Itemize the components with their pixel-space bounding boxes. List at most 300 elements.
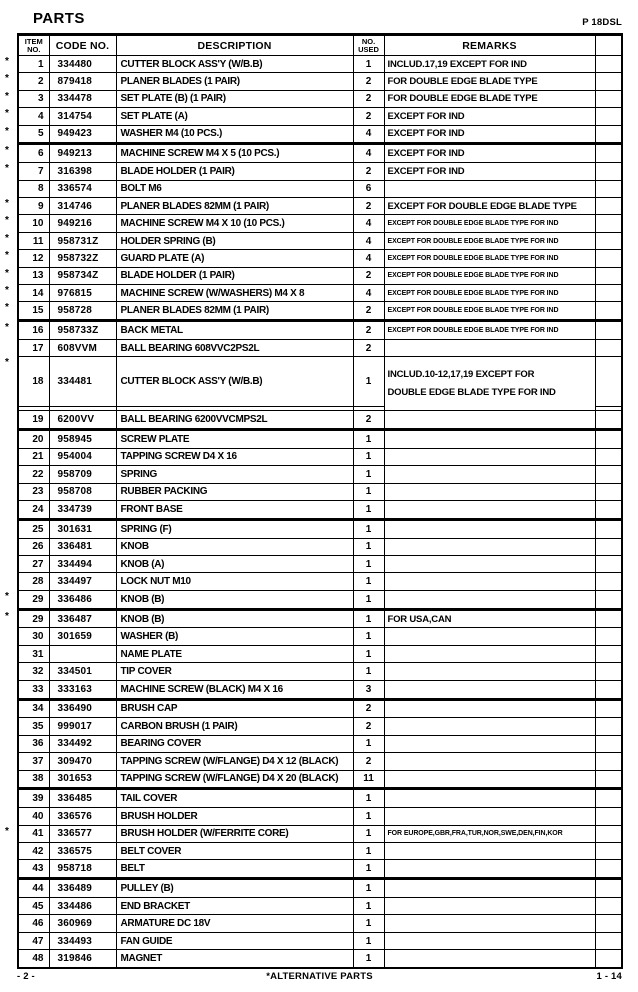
blank-cell: [595, 232, 622, 249]
description-cell: MACHINE SCREW M4 X 5 (10 PCS.): [116, 144, 353, 163]
item-no-cell: 47: [18, 932, 49, 949]
description-cell: FRONT BASE: [116, 500, 353, 519]
code-no-cell: 336574: [49, 180, 116, 197]
no-used-cell: 2: [353, 718, 384, 735]
alternative-part-marker: *: [5, 163, 9, 175]
table-row: [18, 590, 622, 609]
code-no-cell: 336577: [49, 825, 116, 842]
page-title: PARTS: [33, 10, 85, 27]
item-no-cell: 46: [18, 915, 49, 932]
description-cell: CUTTER BLOCK ASS'Y (W/B.B): [116, 56, 353, 73]
item-no-cell: 11 *: [18, 232, 49, 249]
no-used-cell: 2: [353, 302, 384, 321]
no-used-cell: 2: [353, 753, 384, 770]
table-row: [18, 898, 622, 915]
table-header-row: [18, 35, 622, 56]
remarks-cell: [384, 466, 595, 483]
remarks-cell: EXCEPT FOR IND: [384, 108, 595, 125]
description-cell: MACHINE SCREW (W/WASHERS) M4 X 8: [116, 284, 353, 301]
table-row: [18, 144, 622, 163]
item-no-cell: 24: [18, 500, 49, 519]
item-no-cell: 28: [18, 573, 49, 590]
table-row: [18, 250, 622, 267]
code-no-cell: 360969: [49, 915, 116, 932]
no-used-cell: 4: [353, 232, 384, 249]
item-no-cell: 13 *: [18, 267, 49, 284]
remarks-cell: EXCEPT FOR DOUBLE EDGE BLADE TYPE FOR IND: [384, 284, 595, 301]
table-row: [18, 357, 622, 406]
code-no-cell: 954004: [49, 448, 116, 465]
no-used-cell: 2: [353, 267, 384, 284]
no-used-cell: 1: [353, 842, 384, 859]
description-cell: ARMATURE DC 18V: [116, 915, 353, 932]
no-used-cell: 1: [353, 357, 384, 406]
no-used-cell: 1: [353, 429, 384, 448]
blank-cell: [595, 125, 622, 144]
code-no-cell: 949213: [49, 144, 116, 163]
no-used-cell: 1: [353, 808, 384, 825]
code-no-cell: 336485: [49, 789, 116, 808]
description-cell: SPRING: [116, 466, 353, 483]
no-used-cell: 4: [353, 250, 384, 267]
code-no-cell: 334486: [49, 898, 116, 915]
description-cell: LOCK NUT M10: [116, 573, 353, 590]
remarks-line: INCLUD.10-12,17,19 EXCEPT FOR: [387, 368, 535, 380]
remarks-cell: FOR DOUBLE EDGE BLADE TYPE: [384, 90, 595, 107]
no-used-cell: 1: [353, 56, 384, 73]
code-no-cell: 958733Z: [49, 321, 116, 340]
description-cell: GUARD PLATE (A): [116, 250, 353, 267]
code-no-cell: 336489: [49, 879, 116, 898]
table-row: [18, 718, 622, 735]
blank-cell: [595, 718, 622, 735]
no-used-cell: 1: [353, 825, 384, 842]
no-used-cell: 2: [353, 73, 384, 90]
description-cell: BELT: [116, 860, 353, 879]
code-no-cell: 336486: [49, 590, 116, 609]
code-no-cell: 309470: [49, 753, 116, 770]
blank-cell: [595, 429, 622, 448]
description-cell: KNOB (B): [116, 609, 353, 628]
no-used-cell: 2: [353, 340, 384, 357]
blank-cell: [595, 538, 622, 555]
blank-cell: [595, 645, 622, 662]
col-header-used-line1: NO.: [361, 37, 376, 46]
item-no-cell: 12 *: [18, 250, 49, 267]
no-used-cell: 11: [353, 770, 384, 789]
remarks-cell: [384, 340, 595, 357]
code-no-cell: 301631: [49, 519, 116, 538]
remarks-cell: [384, 411, 595, 430]
alternative-part-marker: *: [5, 610, 9, 622]
description-cell: PLANER BLADES 82MM (1 PAIR): [116, 198, 353, 215]
description-cell: RUBBER PACKING: [116, 483, 353, 500]
blank-cell: [595, 340, 622, 357]
item-no-cell: 1 *: [18, 56, 49, 73]
table-row: [18, 556, 622, 573]
blank-cell: [595, 483, 622, 500]
blank-cell: [595, 250, 622, 267]
table-row: [18, 628, 622, 645]
col-header-remarks: REMARKS: [384, 35, 595, 56]
no-used-cell: 1: [353, 500, 384, 519]
remarks-cell: [384, 680, 595, 699]
table-row: [18, 284, 622, 301]
table-row: [18, 699, 622, 718]
code-no-cell: 958718: [49, 860, 116, 879]
description-cell: PULLEY (B): [116, 879, 353, 898]
alternative-part-marker: *: [5, 198, 9, 210]
description-cell: BALL BEARING 608VVC2PS2L: [116, 340, 353, 357]
code-no-cell: 334481: [49, 357, 116, 406]
item-no-cell: 26: [18, 538, 49, 555]
remarks-cell: EXCEPT FOR IND: [384, 144, 595, 163]
description-cell: NAME PLATE: [116, 645, 353, 662]
no-used-cell: 1: [353, 466, 384, 483]
blank-cell: [595, 466, 622, 483]
remarks-cell: [384, 429, 595, 448]
remarks-cell: [384, 915, 595, 932]
description-cell: PLANER BLADES 82MM (1 PAIR): [116, 302, 353, 321]
no-used-cell: 2: [353, 90, 384, 107]
remarks-cell: [384, 645, 595, 662]
alternative-part-marker: *: [5, 250, 9, 262]
col-header-description: DESCRIPTION: [116, 35, 353, 56]
description-cell: KNOB (A): [116, 556, 353, 573]
item-no-cell: 40: [18, 808, 49, 825]
remarks-cell: [384, 789, 595, 808]
table-row: [18, 915, 622, 932]
item-no-cell: 29 *: [18, 590, 49, 609]
alternative-part-marker: *: [5, 357, 9, 369]
no-used-cell: 1: [353, 448, 384, 465]
item-no-cell: 37: [18, 753, 49, 770]
remarks-cell: EXCEPT FOR IND: [384, 125, 595, 144]
remarks-cell: EXCEPT FOR DOUBLE EDGE BLADE TYPE FOR IND: [384, 302, 595, 321]
no-used-cell: 4: [353, 284, 384, 301]
col-header-item-no: [18, 35, 49, 56]
remarks-cell: [384, 483, 595, 500]
table-row: [18, 645, 622, 662]
description-cell: KNOB: [116, 538, 353, 555]
item-no-cell: 20: [18, 429, 49, 448]
table-row: [18, 500, 622, 519]
item-no-cell: 19: [18, 411, 49, 430]
remarks-cell: [384, 663, 595, 680]
item-no-cell: 18 *: [18, 357, 49, 406]
code-no-cell: 334492: [49, 735, 116, 752]
remarks-cell: [384, 879, 595, 898]
blank-cell: [595, 267, 622, 284]
description-cell: PLANER BLADES (1 PAIR): [116, 73, 353, 90]
description-cell: TAPPING SCREW D4 X 16: [116, 448, 353, 465]
blank-cell: [595, 302, 622, 321]
description-cell: SET PLATE (B) (1 PAIR): [116, 90, 353, 107]
alternative-part-marker: *: [5, 590, 9, 602]
blank-cell: [595, 500, 622, 519]
remarks-cell: FOR EUROPE,GBR,FRA,TUR,NOR,SWE,DEN,FIN,KOR: [384, 825, 595, 842]
blank-cell: [595, 357, 622, 406]
table-row: [18, 808, 622, 825]
page-footer: [17, 971, 622, 982]
item-no-cell: 32: [18, 663, 49, 680]
blank-cell: [595, 590, 622, 609]
blank-cell: [595, 108, 622, 125]
no-used-cell: 1: [353, 932, 384, 949]
remarks-cell: [384, 590, 595, 609]
code-no-cell: 336576: [49, 808, 116, 825]
item-no-cell: 45: [18, 898, 49, 915]
table-row: [18, 789, 622, 808]
description-cell: TAIL COVER: [116, 789, 353, 808]
code-no-cell: 976815: [49, 284, 116, 301]
item-no-cell: 38: [18, 770, 49, 789]
code-no-cell: [49, 645, 116, 662]
table-row: [18, 56, 622, 73]
code-no-cell: 301659: [49, 628, 116, 645]
description-cell: SET PLATE (A): [116, 108, 353, 125]
description-cell: BRUSH HOLDER (W/FERRITE CORE): [116, 825, 353, 842]
description-cell: BEARING COVER: [116, 735, 353, 752]
remarks-cell: EXCEPT FOR DOUBLE EDGE BLADE TYPE FOR IND: [384, 250, 595, 267]
table-row: [18, 411, 622, 430]
alternative-part-marker: *: [5, 267, 9, 279]
blank-cell: [595, 860, 622, 879]
code-no-cell: 334739: [49, 500, 116, 519]
table-row: [18, 429, 622, 448]
no-used-cell: 1: [353, 556, 384, 573]
page-number: - 2 -: [17, 971, 35, 982]
code-no-cell: 334497: [49, 573, 116, 590]
item-no-cell: 22: [18, 466, 49, 483]
blank-cell: [595, 663, 622, 680]
remarks-cell: [384, 519, 595, 538]
alternative-part-marker: *: [5, 73, 9, 85]
no-used-cell: 1: [353, 663, 384, 680]
blank-cell: [595, 90, 622, 107]
model-code: P 18DSL: [582, 17, 622, 28]
blank-cell: [595, 699, 622, 718]
alternative-part-marker: *: [5, 56, 9, 67]
table-row: [18, 609, 622, 628]
description-cell: FAN GUIDE: [116, 932, 353, 949]
item-no-cell: 7 *: [18, 163, 49, 180]
remarks-cell: [384, 842, 595, 859]
remarks-cell: [384, 718, 595, 735]
table-row: [18, 163, 622, 180]
code-no-cell: 336490: [49, 699, 116, 718]
remarks-cell: [384, 770, 595, 789]
description-cell: BOLT M6: [116, 180, 353, 197]
no-used-cell: 1: [353, 519, 384, 538]
code-no-cell: 314754: [49, 108, 116, 125]
blank-cell: [595, 215, 622, 232]
col-header-blank: [595, 35, 622, 56]
code-no-cell: 314746: [49, 198, 116, 215]
remarks-cell: [384, 500, 595, 519]
no-used-cell: 1: [353, 483, 384, 500]
blank-cell: [595, 198, 622, 215]
blank-cell: [595, 680, 622, 699]
description-cell: KNOB (B): [116, 590, 353, 609]
no-used-cell: 1: [353, 609, 384, 628]
no-used-cell: 3: [353, 680, 384, 699]
col-header-used-line2: USED: [358, 44, 379, 54]
code-no-cell: 958728: [49, 302, 116, 321]
code-no-cell: 999017: [49, 718, 116, 735]
item-no-cell: 3 *: [18, 90, 49, 107]
code-no-cell: 608VVM: [49, 340, 116, 357]
no-used-cell: 1: [353, 879, 384, 898]
remarks-cell: [384, 180, 595, 197]
no-used-cell: 1: [353, 898, 384, 915]
remarks-cell: EXCEPT FOR IND: [384, 163, 595, 180]
remarks-cell: [384, 357, 595, 411]
sheet-number: 1 - 14: [596, 971, 622, 982]
item-no-cell: 6 *: [18, 144, 49, 163]
code-no-cell: 334494: [49, 556, 116, 573]
table-row: [18, 180, 622, 197]
item-no-cell: 5 *: [18, 125, 49, 144]
alternative-part-marker: *: [5, 145, 9, 157]
remarks-cell: [384, 699, 595, 718]
description-cell: BALL BEARING 6200VVCMPS2L: [116, 411, 353, 430]
table-row: [18, 125, 622, 144]
alternative-part-marker: *: [5, 215, 9, 227]
table-row: [18, 950, 622, 968]
remarks-cell: [384, 628, 595, 645]
remarks-cell: INCLUD.17,19 EXCEPT FOR IND: [384, 56, 595, 73]
code-no-cell: 958709: [49, 466, 116, 483]
blank-cell: [595, 932, 622, 949]
no-used-cell: 4: [353, 125, 384, 144]
no-used-cell: 1: [353, 915, 384, 932]
alternative-part-marker: *: [5, 125, 9, 137]
item-no-cell: 34: [18, 699, 49, 718]
remarks-cell: FOR USA,CAN: [384, 609, 595, 628]
blank-cell: [595, 448, 622, 465]
item-no-cell: 30: [18, 628, 49, 645]
code-no-cell: 958708: [49, 483, 116, 500]
remarks-cell: [384, 898, 595, 915]
code-no-cell: 958945: [49, 429, 116, 448]
no-used-cell: 2: [353, 163, 384, 180]
blank-cell: [595, 411, 622, 430]
table-row: [18, 448, 622, 465]
col-header-item-line2: NO.: [27, 44, 41, 54]
no-used-cell: 1: [353, 538, 384, 555]
blank-cell: [595, 519, 622, 538]
alternative-part-marker: *: [5, 284, 9, 296]
item-no-cell: 27: [18, 556, 49, 573]
no-used-cell: 2: [353, 321, 384, 340]
item-no-cell: 16 *: [18, 321, 49, 340]
alternative-part-marker: *: [5, 302, 9, 314]
code-no-cell: 336575: [49, 842, 116, 859]
no-used-cell: 2: [353, 699, 384, 718]
code-no-cell: 334501: [49, 663, 116, 680]
table-row: [18, 753, 622, 770]
code-no-cell: 336481: [49, 538, 116, 555]
alternative-part-marker: *: [5, 232, 9, 244]
description-cell: SCREW PLATE: [116, 429, 353, 448]
no-used-cell: 4: [353, 144, 384, 163]
blank-cell: [595, 180, 622, 197]
blank-cell: [595, 144, 622, 163]
no-used-cell: 2: [353, 198, 384, 215]
no-used-cell: 1: [353, 950, 384, 968]
item-no-cell: 15 *: [18, 302, 49, 321]
no-used-cell: 2: [353, 411, 384, 430]
item-no-cell: 14 *: [18, 284, 49, 301]
remarks-cell: [384, 932, 595, 949]
blank-cell: [595, 789, 622, 808]
item-no-cell: 42: [18, 842, 49, 859]
table-row: [18, 573, 622, 590]
code-no-cell: 958734Z: [49, 267, 116, 284]
code-no-cell: 319846: [49, 950, 116, 968]
code-no-cell: 333163: [49, 680, 116, 699]
no-used-cell: 1: [353, 590, 384, 609]
alternative-part-marker: *: [5, 90, 9, 102]
remarks-cell: [384, 860, 595, 879]
item-no-cell: 44: [18, 879, 49, 898]
item-no-cell: 31: [18, 645, 49, 662]
item-no-cell: 4 *: [18, 108, 49, 125]
remarks-cell: EXCEPT FOR DOUBLE EDGE BLADE TYPE FOR IND: [384, 215, 595, 232]
description-cell: TAPPING SCREW (W/FLANGE) D4 X 12 (BLACK): [116, 753, 353, 770]
no-used-cell: 1: [353, 573, 384, 590]
description-cell: BACK METAL: [116, 321, 353, 340]
blank-cell: [595, 915, 622, 932]
table-row: [18, 466, 622, 483]
blank-cell: [595, 753, 622, 770]
col-header-no-used: [353, 35, 384, 56]
remarks-cell: EXCEPT FOR DOUBLE EDGE BLADE TYPE FOR IND: [384, 267, 595, 284]
code-no-cell: 336487: [49, 609, 116, 628]
code-no-cell: 879418: [49, 73, 116, 90]
item-no-cell: 35: [18, 718, 49, 735]
description-cell: WASHER (B): [116, 628, 353, 645]
remarks-cell: [384, 538, 595, 555]
blank-cell: [595, 609, 622, 628]
description-cell: CARBON BRUSH (1 PAIR): [116, 718, 353, 735]
table-row: [18, 232, 622, 249]
no-used-cell: 1: [353, 735, 384, 752]
blank-cell: [595, 825, 622, 842]
blank-cell: [595, 56, 622, 73]
code-no-cell: 334478: [49, 90, 116, 107]
parts-table: [5, 33, 623, 969]
blank-cell: [595, 163, 622, 180]
blank-cell: [595, 321, 622, 340]
no-used-cell: 4: [353, 215, 384, 232]
table-row: [18, 770, 622, 789]
blank-cell: [595, 898, 622, 915]
description-cell: BRUSH HOLDER: [116, 808, 353, 825]
item-no-cell: 23: [18, 483, 49, 500]
table-row: [18, 860, 622, 879]
description-cell: BLADE HOLDER (1 PAIR): [116, 267, 353, 284]
remarks-cell: EXCEPT FOR DOUBLE EDGE BLADE TYPE FOR IND: [384, 232, 595, 249]
table-row: [18, 825, 622, 842]
remarks-cell: [384, 950, 595, 968]
blank-cell: [595, 808, 622, 825]
code-no-cell: 334493: [49, 932, 116, 949]
no-used-cell: 2: [353, 108, 384, 125]
description-cell: MAGNET: [116, 950, 353, 968]
blank-cell: [595, 735, 622, 752]
